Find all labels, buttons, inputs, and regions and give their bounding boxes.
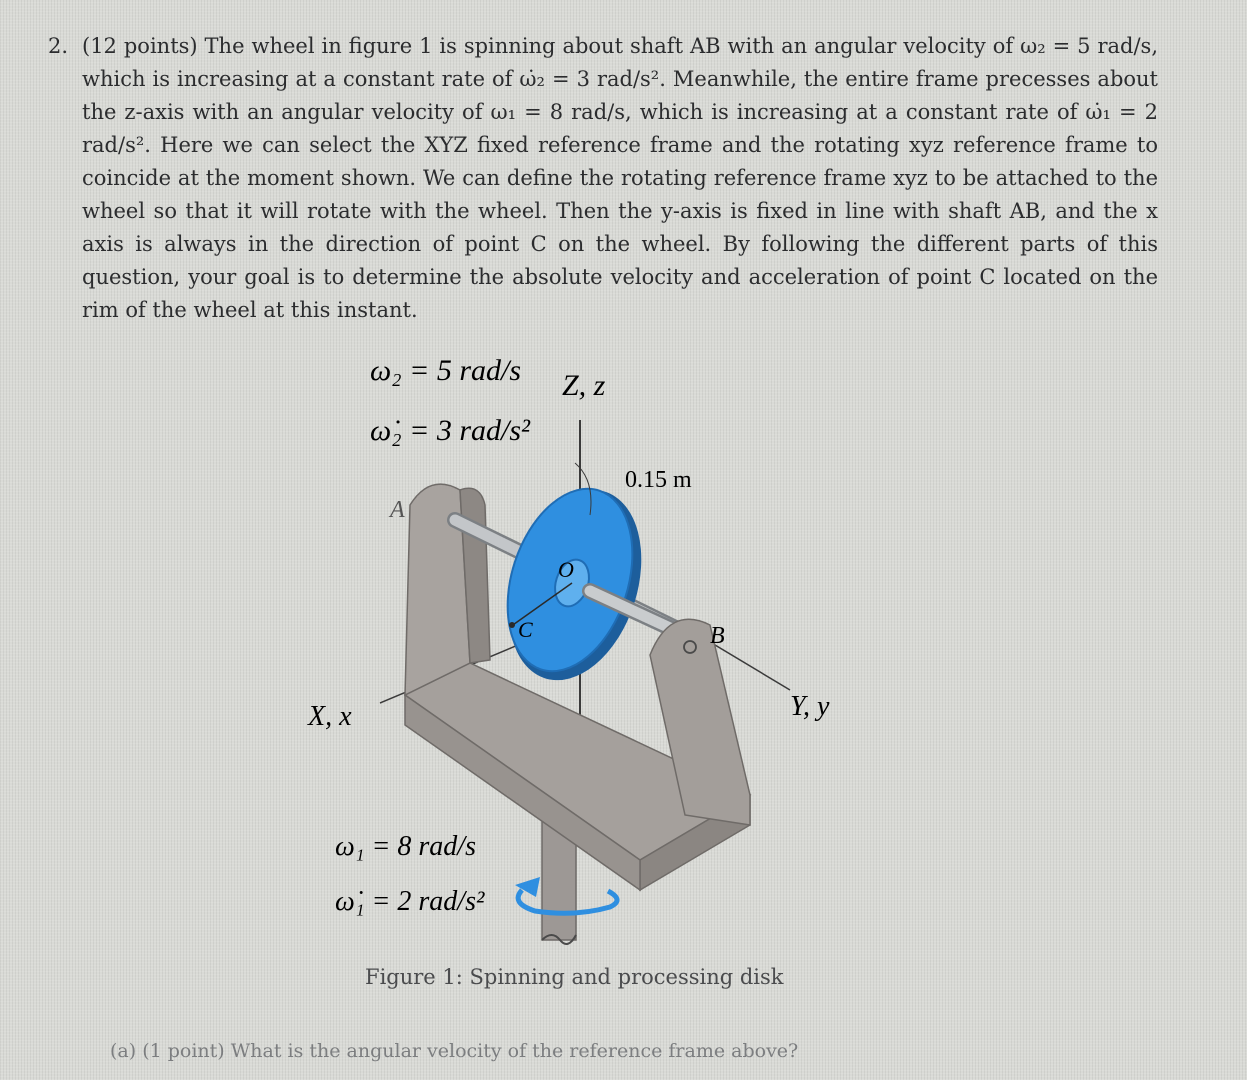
point-o-label: O xyxy=(558,557,574,582)
point-c-marker xyxy=(509,622,515,628)
radius-label: 0.15 m xyxy=(625,467,692,493)
y-axis-label: Y, y xyxy=(790,691,830,722)
omega2-dot-label: ω̇₂ = 3 rad/s² xyxy=(370,414,531,447)
x-axis-label: X, x xyxy=(308,701,352,732)
point-b-label: B xyxy=(710,623,725,649)
omega1-label: ω₁ = 8 rad/s xyxy=(335,831,476,862)
omega2-label: ω₂ = 5 rad/s xyxy=(370,355,522,387)
z-axis-label: Z, z xyxy=(562,369,606,402)
problem-number: 2. xyxy=(48,34,69,58)
figure-1 xyxy=(290,355,910,1005)
wheel-frame-diagram xyxy=(290,355,910,1005)
omega1-dot-label: ω̇₁ = 2 rad/s² xyxy=(335,886,485,917)
point-a-label: A xyxy=(390,497,405,523)
next-question: (a) (1 point) What is the angular velocity of the reference frame above? xyxy=(110,1040,799,1062)
point-c-label: C xyxy=(518,617,533,642)
problem-text: (12 points) The wheel in figure 1 is spinning about shaft AB with an angular velocity of ω₂ = 5 rad/s, which is increasing at a constant rate of ω̇₂ = 3 rad/s². Meanwhile, the entire frame precesses about the z-axis with an angular velocity of ω₁ = 8 rad/s, which is increasing at a constant rate of ω̇₁ = 2 rad/s². Here we can select the XYZ fixed reference frame and the rotating xyz reference frame to coincide at the moment shown. We can define the rotating reference frame xyz to be attached to the wheel so that it will rotate with the wheel. Then the y-axis is fixed in line with shaft AB, and the x axis is always in the direction of point C on the wheel. By following the different parts of this question, your goal is to determine the absolute velocity and acceleration of point C located on the rim of the wheel at this instant. xyxy=(82,34,1158,322)
figure-caption: Figure 1: Spinning and processing disk xyxy=(365,965,784,989)
problem-statement xyxy=(48,30,1158,327)
